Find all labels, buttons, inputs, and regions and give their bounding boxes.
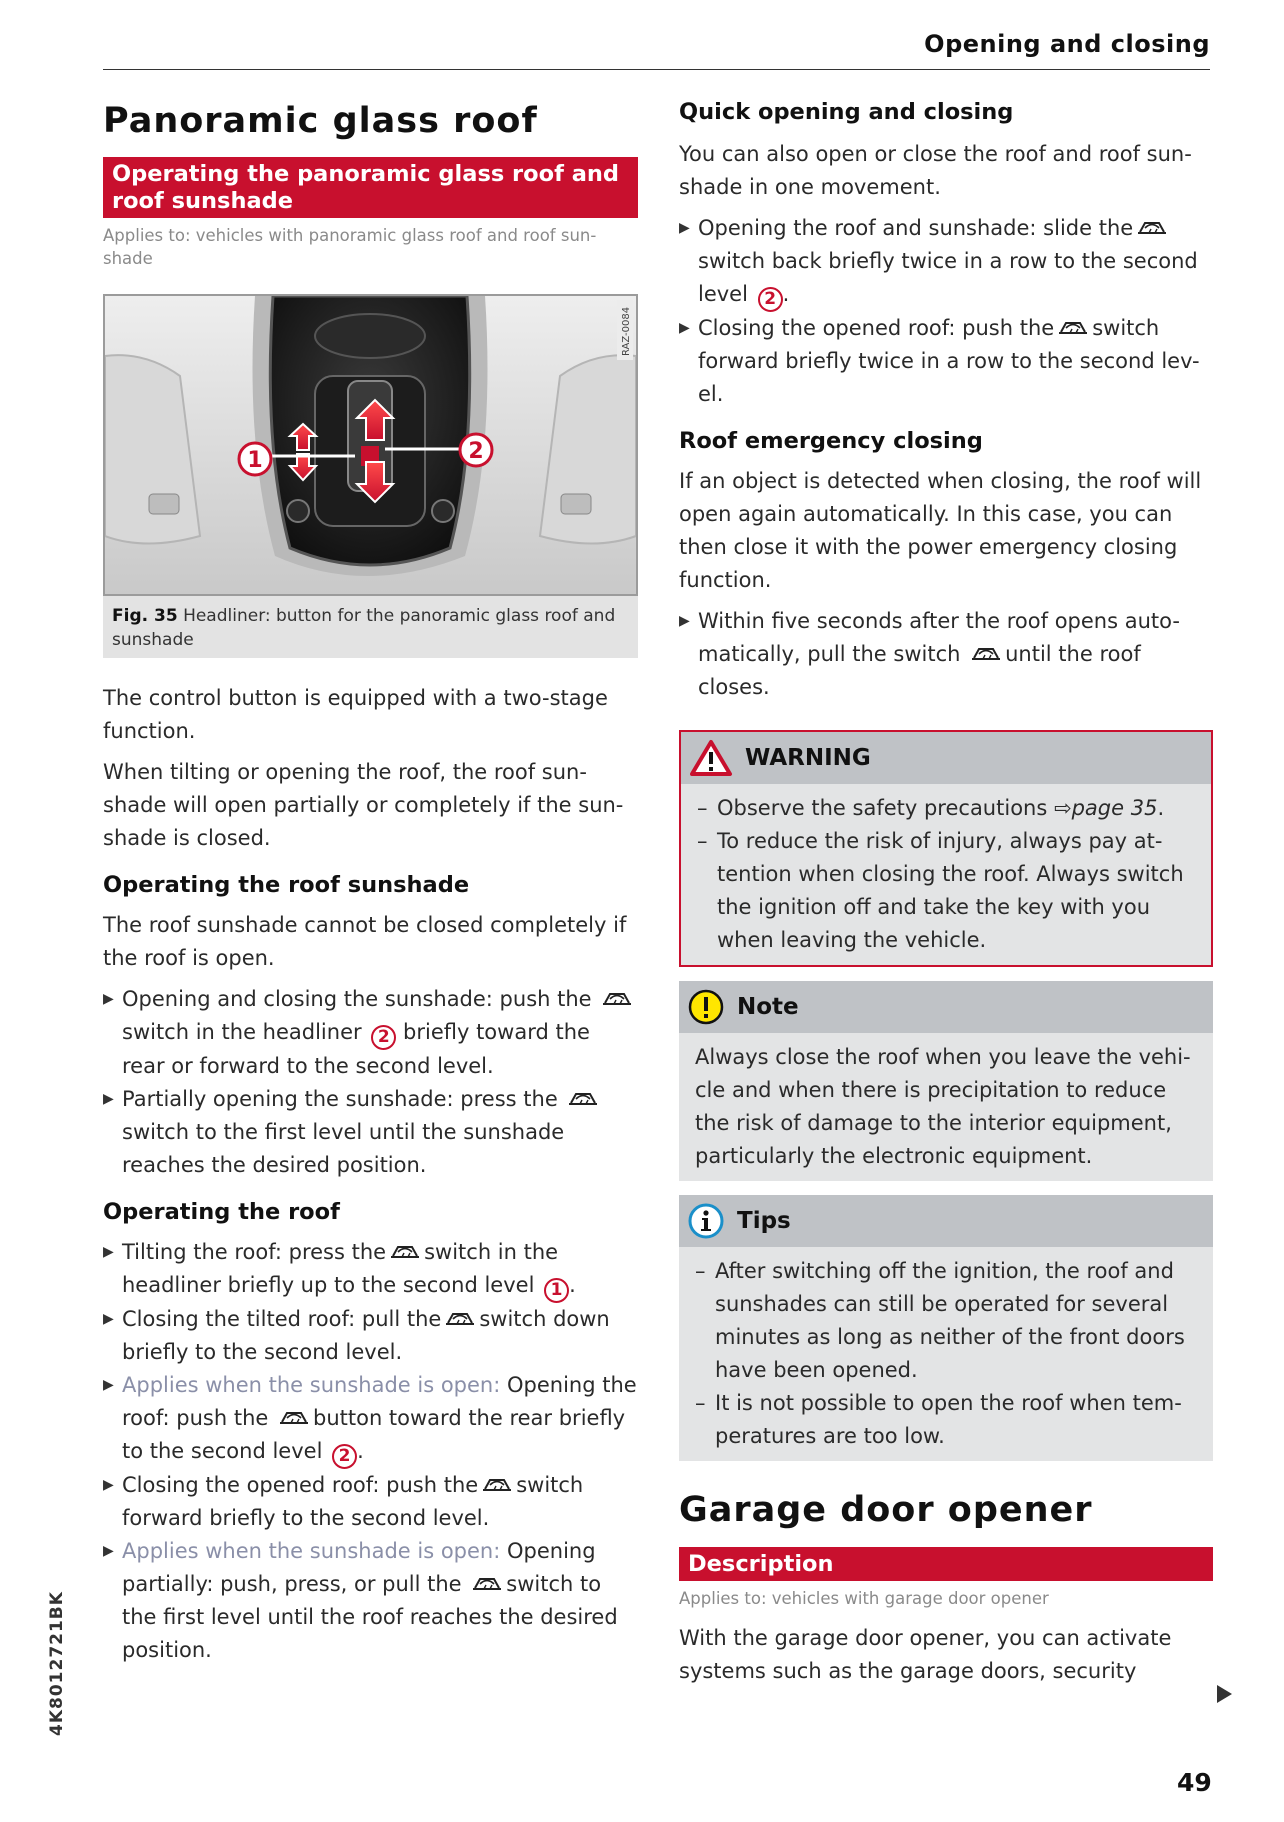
sunroof-switch-icon [390, 1242, 420, 1262]
list-item: ▶ Closing the tilted roof: pull the switch down briefly to the second level. [103, 1307, 610, 1364]
applies-to: Applies to: vehicles with panoramic glass roof and roof sun-shade [103, 226, 597, 268]
warning-triangle-icon [689, 739, 733, 777]
condition-text: Applies when the sunshade is open: [122, 1373, 501, 1397]
list-item: – It is not possible to open the roof when tem-peratures are too low. [695, 1391, 1182, 1448]
warning-body [681, 784, 1211, 965]
sunroof-switch-icon [602, 989, 632, 1009]
tips-info-icon [687, 1202, 725, 1240]
arrow-ref-icon: ⇨ [1053, 796, 1072, 820]
sunroof-switch-icon [1058, 318, 1088, 338]
warning-header [681, 732, 1211, 784]
heading-operating-roof: Operating the roof [103, 1199, 340, 1225]
page-number: 49 [1177, 1768, 1212, 1797]
paragraph-two-stage: The control button is equipped with a two-stage function. [103, 686, 608, 743]
warning-box [679, 730, 1213, 967]
list-item: ▶ Opening and closing the sunshade: push the switch in the headliner 2 briefly toward the rear or forward to the second level. [103, 983, 638, 1083]
sunroof-switch-icon [971, 644, 1001, 664]
headliner-illustration [105, 296, 636, 594]
list-item: ▶ Applies when the sunshade is open: Opening the roof: push the button toward the rear briefly to the second level 2 . [103, 1369, 638, 1469]
list-item: ▶ Applies when the sunshade is open: Opening partially: push, press, or pull the switch to the first level until the roof reaches the desired position. [103, 1539, 618, 1662]
page-reference-link[interactable]: page 35 [1071, 796, 1158, 820]
note-label: Note [737, 994, 799, 1020]
paragraph-tilting: When tilting or opening the roof, the roof sun-shade will open partially or completely if the sun-shade is closed. [103, 760, 624, 850]
note-box [679, 981, 1213, 1181]
right-column [679, 96, 1213, 1688]
note-body: Always close the roof when you leave the vehi-cle and when there is precipitation to reduce the risk of damage to the interior equipment, particularly the electronic equipment. [679, 1033, 1213, 1181]
tips-box [679, 1195, 1213, 1461]
list-item: – To reduce the risk of injury, always pay at-tention when closing the roof. Always switch the ignition off and take the key with you when leaving the vehicle. [697, 829, 1184, 952]
warning-label: WARNING [745, 745, 871, 771]
list-item: – After switching off the ignition, the roof and sunshades can still be operated for several minutes as long as neither of the front doors have been opened. [695, 1259, 1185, 1382]
roof-instructions [103, 1236, 638, 1667]
sunshade-instructions [103, 983, 638, 1182]
sunroof-switch-icon [445, 1309, 475, 1329]
condition-text: Applies when the sunshade is open: [122, 1539, 501, 1563]
note-exclamation-icon [687, 988, 725, 1026]
sunroof-switch-icon [482, 1475, 512, 1495]
section-title: Opening and closing [924, 30, 1210, 58]
page-title: Panoramic glass roof [103, 101, 538, 141]
heading-emergency-closing: Roof emergency closing [679, 428, 983, 454]
level-2-marker: 2 [371, 1025, 396, 1050]
figure-marker-2: 2 [468, 439, 484, 464]
note-header [679, 981, 1213, 1033]
description-bar: Description [679, 1547, 1213, 1581]
tips-header [679, 1195, 1213, 1247]
page-header [103, 28, 1210, 70]
list-item: ▶ Opening the roof and sunshade: slide theswitch back briefly twice in a row to the second level 2 . [679, 212, 1213, 312]
quick-instructions [679, 212, 1213, 411]
figure-code: RAZ-0084 [621, 306, 632, 356]
level-1-marker: 1 [544, 1278, 569, 1303]
figure-caption [103, 596, 638, 658]
sunroof-switch-icon [1137, 218, 1167, 238]
heading-quick-opening: Quick opening and closing [679, 99, 1014, 125]
level-2-marker: 2 [332, 1444, 357, 1469]
sunroof-switch-icon [279, 1408, 309, 1428]
list-item: ▶ Partially opening the sunshade: press the switch to the first level until the sunshade reaches the desired position. [103, 1083, 638, 1182]
document-code: 4K8012721BK [47, 1591, 67, 1736]
left-column [103, 96, 638, 1667]
garage-applies-to: Applies to: vehicles with garage door opener [679, 1589, 1049, 1608]
paragraph-sunshade-note: The roof sunshade cannot be closed completely if the roof is open. [103, 913, 627, 970]
next-page-arrow-icon [1217, 1685, 1232, 1703]
paragraph-garage: With the garage door opener, you can activate systems such as the garage doors, security [679, 1626, 1172, 1683]
sunroof-switch-icon [568, 1089, 598, 1109]
caption-label: Fig. 35 [112, 606, 178, 626]
paragraph-emergency: If an object is detected when closing, the roof will open again automatically. In this case, you can then close it with the power emergency closing function. [679, 469, 1202, 592]
tips-body [679, 1247, 1213, 1461]
list-item: ▶ Tilting the roof: press the switch in the headliner briefly up to the second level 1 . [103, 1236, 638, 1303]
list-item: ▶ Within five seconds after the roof opens auto-matically, pull the switch until the roof closes. [679, 609, 1180, 699]
caption-text: Headliner: button for the panoramic glass roof and sunshade [112, 606, 616, 650]
heading-roof-sunshade: Operating the roof sunshade [103, 872, 470, 898]
garage-title: Garage door opener [679, 1490, 1093, 1530]
tips-label: Tips [737, 1208, 791, 1234]
figure-headliner-button [103, 294, 638, 596]
subsection-bar: Operating the panoramic glass roof and roof sunshade [103, 157, 638, 218]
sunroof-switch-icon [472, 1574, 502, 1594]
list-item: ▶ Closing the opened roof: push the switch forward briefly to the second level. [103, 1473, 584, 1530]
paragraph-quick: You can also open or close the roof and roof sun-shade in one movement. [679, 142, 1192, 199]
list-item: – Observe the safety precautions ⇨page 35. [697, 796, 1165, 820]
figure-marker-1: 1 [247, 448, 263, 473]
list-item: ▶ Closing the opened roof: push the switch forward briefly twice in a row to the second lev-el. [679, 316, 1200, 406]
level-2-marker: 2 [758, 287, 783, 312]
